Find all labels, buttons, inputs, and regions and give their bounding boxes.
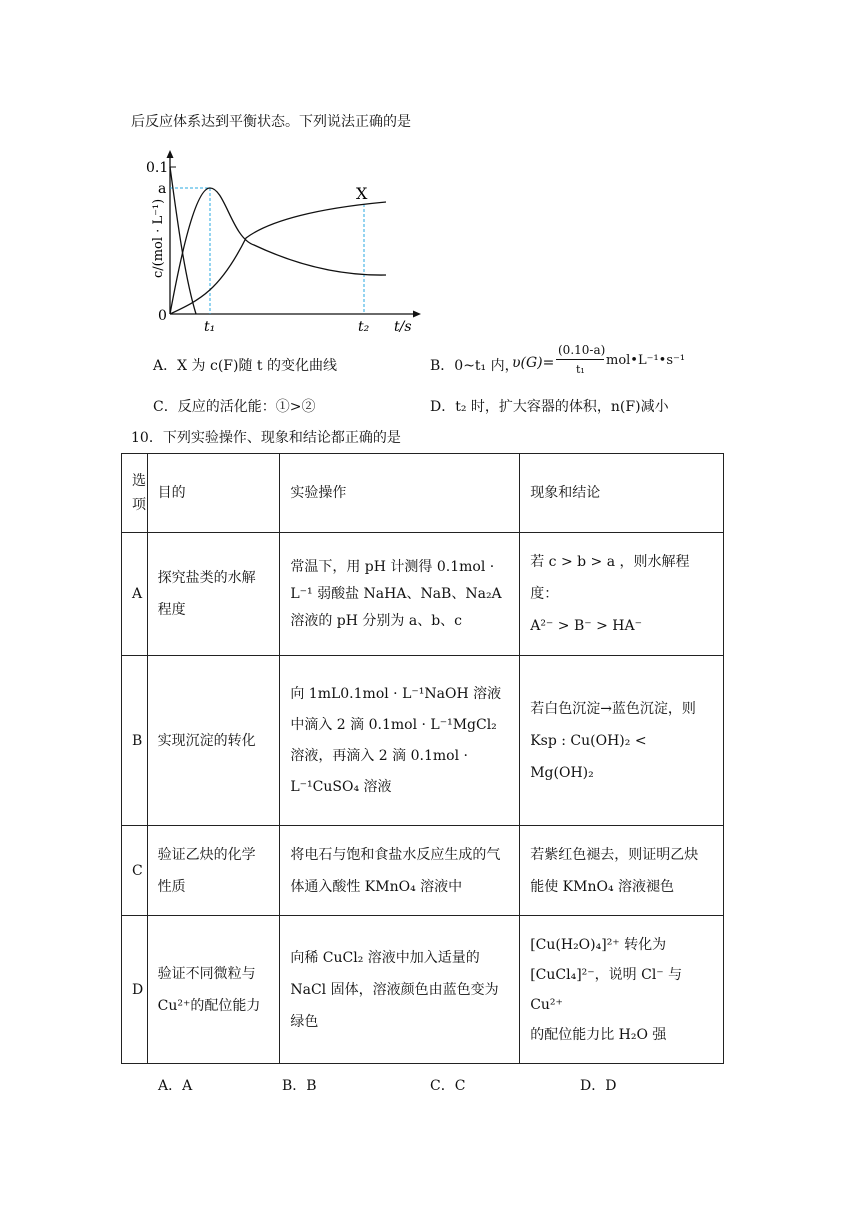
row-option: B [122,656,148,826]
x-tick-t2: t₂ [358,319,370,335]
y-axis-arrow [167,150,174,158]
result-line: [CuCl₄]²⁻，说明 Cl⁻ 与 Cu²⁺ [530,966,683,1013]
q9-option-b-prefix: B．0~t₁ 内， [430,358,519,374]
q9-option-b-unit: mol•L⁻¹•s⁻¹ [606,353,686,368]
row-result [520,656,724,826]
header-operation: 实验操作 [280,454,520,533]
answer-option-d: D．D [580,1078,617,1094]
answer-option-c: C．C [430,1078,466,1094]
q9-option-b-rate: υ(G)= [512,355,555,371]
row-operation: 将电石与饱和食盐水反应生成的气体通入酸性 KMnO₄ 溶液中 [280,826,520,916]
row-result [520,826,724,916]
answer-option-a: A．A [158,1078,193,1094]
result-line: 的配位能力比 H₂O 强 [530,1026,667,1043]
result-line: A²⁻ > B⁻ > HA⁻ [530,618,642,634]
table-row [122,916,724,1064]
y-tick-a: a [158,181,167,197]
result-line: 若 c > b > a ，则水解程度： [530,554,690,602]
row-operation: 常温下，用 pH 计测得 0.1mol · L⁻¹ 弱酸盐 NaHA、NaB、Na₂A 溶液的 pH 分别为 a、b、c [280,533,520,656]
table-row [122,656,724,826]
row-option: A [122,533,148,656]
q9-option-b-numerator: (0.10-a) [558,343,606,357]
curve-x [170,202,386,314]
row-goal: 实现沉淀的转化 [147,656,280,826]
q9-option-c: C．反应的活化能：①>② [153,399,316,415]
curve-intermediate [170,188,386,314]
y-tick-top: 0.1 [146,160,169,176]
result-line: 若白色沉淀→蓝色沉淀，则 [530,700,696,717]
row-option: C [122,826,148,916]
origin-label: 0 [158,308,167,324]
table-row [122,826,724,916]
row-operation: 向 1mL0.1mol · L⁻¹NaOH 溶液中滴入 2 滴 0.1mol · L⁻¹MgCl₂ 溶液，再滴入 2 滴 0.1mol · L⁻¹CuSO₄ 溶液 [280,656,520,826]
result-line: 若紫红色褪去，则证明乙炔 [530,846,699,863]
result-line: Ksp : Cu(OH)₂ < Mg(OH)₂ [530,732,647,781]
question-10-title: 10．下列实验操作、现象和结论都正确的是 [131,430,401,446]
row-option: D [122,916,148,1064]
y-axis-label: c/(mol · L⁻¹) [151,198,166,278]
row-result [520,916,724,1064]
table-row [122,533,724,656]
q9-option-b-denominator: t₁ [576,363,585,376]
x-tick-t1: t₁ [204,319,216,335]
header-option: 选项 [122,454,148,533]
q9-option-d: D．t₂ 时，扩大容器的体积，n(F)减小 [430,399,669,415]
x-axis-arrow [413,311,421,318]
concentration-time-graph [146,150,430,340]
experiment-table [121,453,724,1064]
row-goal: 验证乙炔的化学性质 [147,826,280,916]
q9-option-a: A．X 为 c(F)随 t 的变化曲线 [153,358,337,374]
fraction-bar [556,359,604,360]
x-axis-label: t/s [394,319,412,335]
row-operation: 向稀 CuCl₂ 溶液中加入适量的 NaCl 固体，溶液颜色由蓝色变为绿色 [280,916,520,1064]
header-goal: 目的 [147,454,280,533]
table-header-row [122,454,724,533]
q9-option-b [430,344,690,380]
result-line: [Cu(H₂O)₄]²⁺ 转化为 [530,936,667,953]
row-goal: 验证不同微粒与 Cu²⁺的配位能力 [147,916,280,1064]
question-intro: 后反应体系达到平衡状态。下列说法正确的是 [131,114,411,130]
header-result: 现象和结论 [520,454,724,533]
row-result [520,533,724,656]
answer-option-b: B．B [282,1078,317,1094]
row-goal: 探究盐类的水解程度 [147,533,280,656]
curve-x-label: X [356,184,368,203]
result-line: 能使 KMnO₄ 溶液褪色 [530,878,675,895]
